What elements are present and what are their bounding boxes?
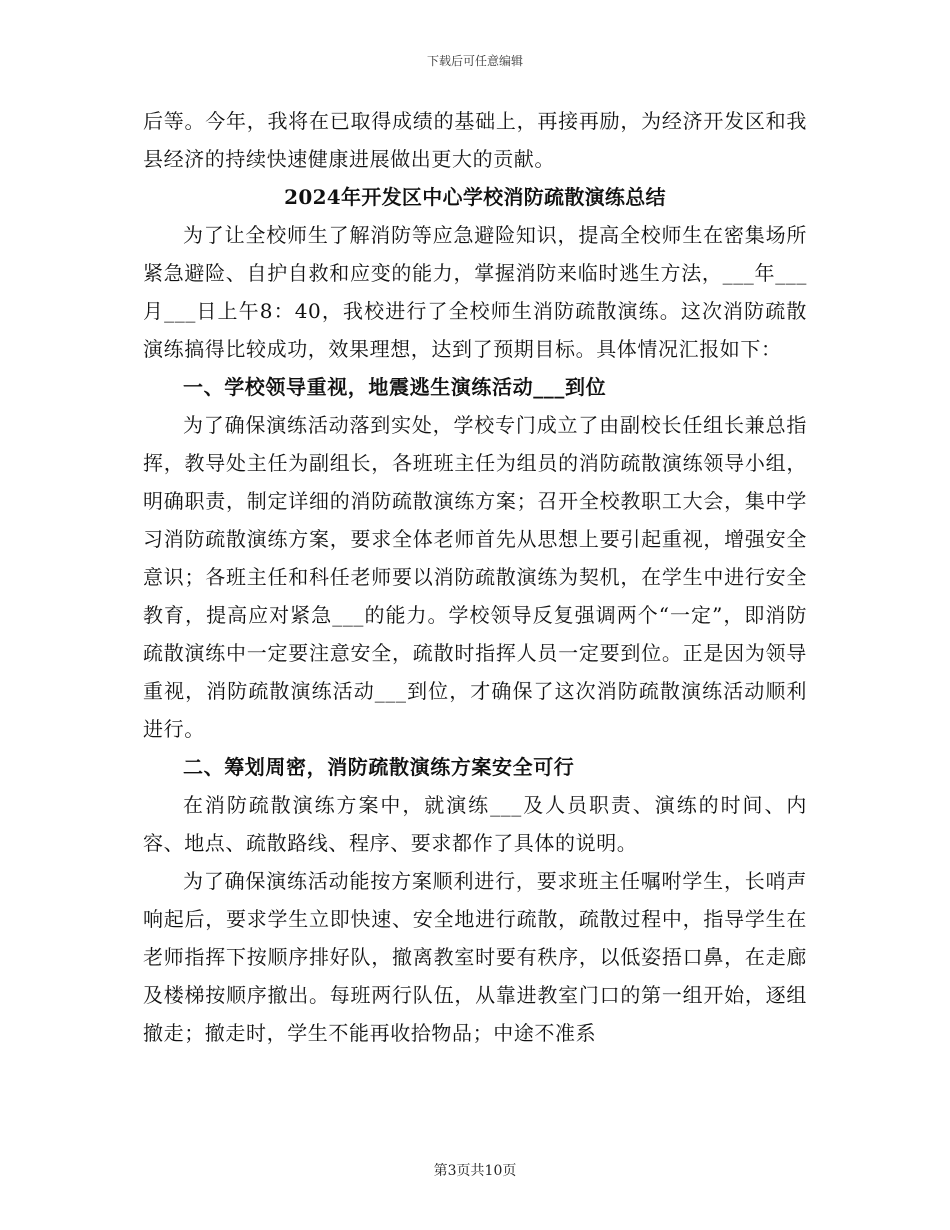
section-heading-2: 二、筹划周密，消防疏散演练方案安全可行 [183,755,575,779]
body-paragraph-section-1: 为了确保演练活动落到实处，学校专门成立了由副校长任组长兼总指挥，教导处主任为副组长，各班班主任为组员的消防疏散演练领导小组，明确职责，制定详细的消防疏散演练方案；召开全校教职工大会，集中学习消防疏散演练方案，要求全体老师首先从思想上要引起重视，增强安全意识；各班主任和科任老师要以消防疏散演练为契机，在学生中进行安全教育，提高应对紧急___的能力。学校领导反复强调两个“一定”，即消防疏散演练中一定要注意安全，疏散时指挥人员一定要到位。正是因为领导重视，消防疏散演练活动___到位，才确保了这次消防疏散演练活动顺利进行。 [143,413,807,741]
body-paragraph-intro: 为了让全校师生了解消防等应急避险知识，提高全校师生在密集场所紧急避险、自护自救和应变的能力，掌握消防来临时逃生方法，___年___月___日上午8：40，我校进行了全校师生消防疏散演练。这次消防疏散演练搞得比较成功，效果理想，达到了预期目标。具体情况汇报如下： [143,223,807,361]
continuation-paragraph: 后等。今年，我将在已取得成绩的基础上，再接再励，为经济开发区和我县经济的持续快速健康进展做出更大的贡献。 [143,109,807,171]
page-header: 下载后可任意编辑 [426,54,523,68]
page-footer: 第3页共10页 [433,1163,517,1179]
body-paragraph-section-2b: 为了确保演练活动能按方案顺利进行，要求班主任嘱咐学生，长哨声响起后，要求学生立即快速、安全地进行疏散，疏散过程中，指导学生在老师指挥下按顺序排好队，撤离教室时要有秩序，以低姿捂口鼻，在走廊及楼梯按顺序撤出。每班两行队伍，从靠进教室门口的第一组开始，逐组撤走；撤走时，学生不能再收拾物品；中途不准系 [143,869,807,1045]
document-body [143,102,807,1052]
body-paragraph-section-2a: 在消防疏散演练方案中，就演练___及人员职责、演练的时间、内容、地点、疏散路线、程序、要求都作了具体的说明。 [143,793,807,855]
section-heading-1: 一、学校领导重视，地震逃生演练活动___到位 [183,375,607,399]
document-title: 2024年开发区中心学校消防疏散演练总结 [284,185,666,209]
